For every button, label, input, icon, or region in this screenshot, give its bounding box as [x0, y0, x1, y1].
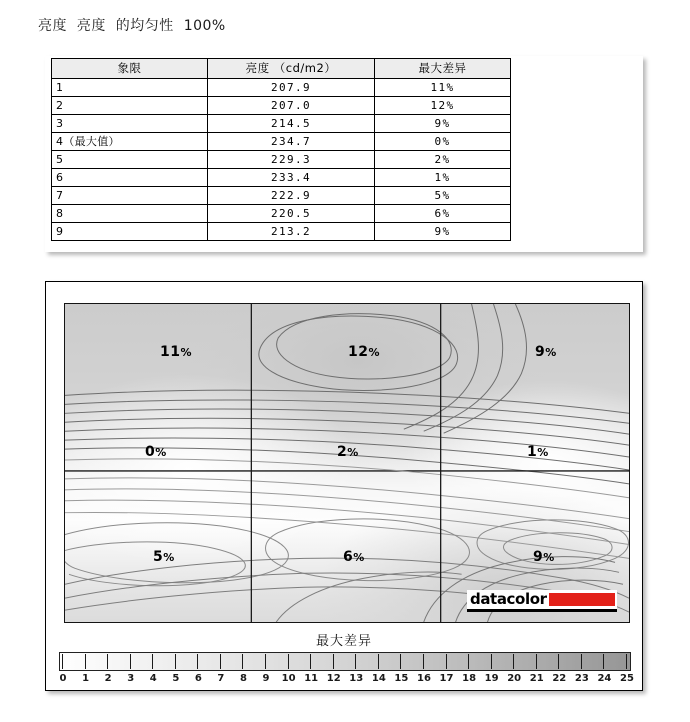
cell-deviation: 12% [375, 97, 511, 115]
cell-luminance: 207.0 [208, 97, 375, 115]
cell-quadrant: 5 [52, 151, 208, 169]
quadrant-label-7: 5% [153, 549, 175, 565]
scale-tick [107, 654, 108, 669]
cell-luminance: 207.9 [208, 79, 375, 97]
scale-tick [355, 654, 356, 669]
scale-tick [603, 654, 604, 669]
cell-quadrant: 8 [52, 205, 208, 223]
scale-tick-label: 21 [529, 673, 544, 684]
quadrant-label-1: 11% [160, 344, 193, 360]
scale-tick [62, 654, 63, 669]
scale-tick-label: 22 [552, 673, 567, 684]
scale-tick-label: 24 [597, 673, 612, 684]
scale-tick-label: 9 [262, 673, 270, 684]
cell-luminance: 213.2 [208, 223, 375, 241]
scale-tick [288, 654, 289, 669]
table-row [52, 151, 511, 169]
uniformity-chart-panel [45, 281, 643, 691]
column-header-quadrant: 象限 [52, 59, 208, 79]
table-row [52, 205, 511, 223]
cell-quadrant: 3 [52, 115, 208, 133]
scale-tick-label: 3 [127, 673, 135, 684]
table-row [52, 133, 511, 151]
quadrant-label-4: 0% [145, 444, 167, 460]
quadrant-label-9: 9% [533, 549, 555, 565]
scale-bar-gradient [59, 652, 631, 671]
scale-tick [265, 654, 266, 669]
cell-luminance: 229.3 [208, 151, 375, 169]
uniformity-table [51, 58, 511, 241]
scale-tick-label: 0 [59, 673, 67, 684]
cell-quadrant: 4（最大值） [52, 133, 208, 151]
table-body [52, 79, 511, 241]
quadrant-label-3: 9% [535, 344, 557, 360]
table-row [52, 97, 511, 115]
scale-bar-title: 最大差异 [315, 634, 372, 649]
quadrant-label-5: 2% [337, 444, 359, 460]
scale-tick [468, 654, 469, 669]
datacolor-swatch-icon [549, 593, 615, 606]
cell-deviation: 6% [375, 205, 511, 223]
quadrant-label-6: 1% [527, 444, 549, 460]
cell-luminance: 214.5 [208, 115, 375, 133]
scale-tick-label: 20 [507, 673, 522, 684]
datacolor-wordmark: datacolor [470, 590, 547, 608]
scale-tick-label: 8 [239, 673, 247, 684]
scale-tick-label: 4 [149, 673, 157, 684]
scale-tick-label: 18 [462, 673, 477, 684]
cell-luminance: 233.4 [208, 169, 375, 187]
cell-quadrant: 2 [52, 97, 208, 115]
table-header-row [52, 59, 511, 79]
scale-tick-label: 14 [371, 673, 386, 684]
scale-tick [446, 654, 447, 669]
scale-tick [400, 654, 401, 669]
cell-quadrant: 7 [52, 187, 208, 205]
scale-tick [491, 654, 492, 669]
cell-luminance: 222.9 [208, 187, 375, 205]
contour-plot [64, 303, 630, 623]
scale-tick [581, 654, 582, 669]
cell-quadrant: 1 [52, 79, 208, 97]
table-row [52, 169, 511, 187]
scale-tick [242, 654, 243, 669]
scale-tick-label: 12 [326, 673, 341, 684]
scale-tick [85, 654, 86, 669]
cell-quadrant: 6 [52, 169, 208, 187]
scale-tick-label: 13 [349, 673, 364, 684]
table-row [52, 223, 511, 241]
cell-deviation: 5% [375, 187, 511, 205]
cell-deviation: 9% [375, 223, 511, 241]
datacolor-logo [467, 590, 617, 612]
scale-tick [423, 654, 424, 669]
scale-tick [220, 654, 221, 669]
cell-luminance: 234.7 [208, 133, 375, 151]
scale-tick-label: 6 [194, 673, 202, 684]
scale-tick [175, 654, 176, 669]
scale-tick [378, 654, 379, 669]
scale-tick [513, 654, 514, 669]
cell-luminance: 220.5 [208, 205, 375, 223]
table-row [52, 79, 511, 97]
column-header-deviation: 最大差异 [375, 59, 511, 79]
scale-tick [626, 654, 627, 669]
quadrant-label-8: 6% [343, 549, 365, 565]
scale-tick-label: 5 [172, 673, 180, 684]
table-row [52, 115, 511, 133]
scale-bar [59, 652, 634, 686]
scale-tick [197, 654, 198, 669]
column-header-luminance: 亮度 （cd/m2） [208, 59, 375, 79]
scale-tick-label: 11 [304, 673, 319, 684]
page-title: 亮度 亮度 的均匀性 100% [38, 18, 226, 34]
cell-deviation: 9% [375, 115, 511, 133]
uniformity-table-panel [45, 56, 643, 252]
quadrant-label-2: 12% [348, 344, 381, 360]
scale-tick-label: 15 [394, 673, 409, 684]
scale-tick-label: 25 [620, 673, 634, 684]
table-row [52, 187, 511, 205]
scale-tick [310, 654, 311, 669]
scale-tick-label: 10 [281, 673, 296, 684]
scale-tick-label: 7 [217, 673, 225, 684]
scale-tick [333, 654, 334, 669]
scale-tick-label: 16 [416, 673, 431, 684]
scale-tick-label: 2 [104, 673, 112, 684]
scale-tick [152, 654, 153, 669]
scale-tick-label: 23 [574, 673, 589, 684]
scale-tick [558, 654, 559, 669]
scale-tick-label: 19 [484, 673, 499, 684]
cell-deviation: 0% [375, 133, 511, 151]
scale-tick-label: 1 [82, 673, 90, 684]
scale-tick [130, 654, 131, 669]
cell-quadrant: 9 [52, 223, 208, 241]
cell-deviation: 11% [375, 79, 511, 97]
scale-tick [536, 654, 537, 669]
cell-deviation: 2% [375, 151, 511, 169]
cell-deviation: 1% [375, 169, 511, 187]
scale-tick-label: 17 [439, 673, 454, 684]
